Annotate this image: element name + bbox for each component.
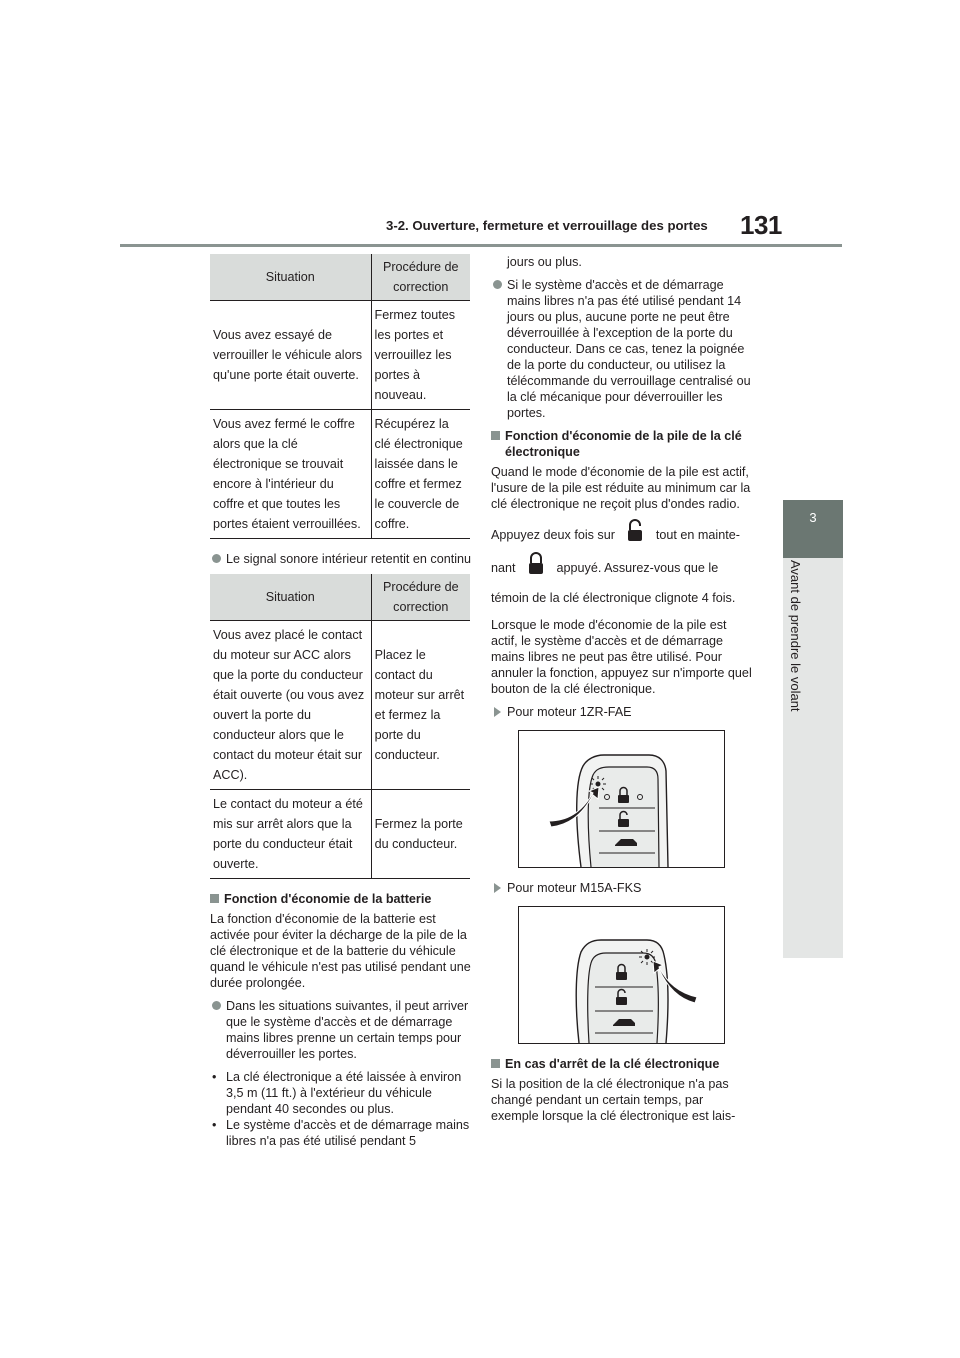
press-text: nant [491,560,516,575]
table-cell: Vous avez placé le contact du moteur sur ACC alors que la porte du conducteur était ouverte (ou vous avez ouvert la porte du conducteur alors que le contact du moteur était sur ACC). [210,621,371,790]
table-row [210,621,470,790]
table-cell: Récupérez la clé électronique laissée dans le coffre et fermez le couvercle de coffre. [371,410,470,539]
lock-icon [527,552,545,585]
table1-header-procedure: Procédure de correction [371,254,470,301]
table-cell: Vous avez fermé le coffre alors que la clé électronique se trouvait encore à l'intérieur du coffre et que toutes les portes étaient verrouillées. [210,410,371,539]
key-battery-heading: Fonction d'économie de la pile de la clé électronique [491,428,753,460]
fourteen-days-bullet: Si le système d'accès et de démarrage mains libres n'a pas été utilisé pendant 14 jours ou plus, aucune porte ne peut être déverrouillée à l'exception de la porte du conducteur. Dans ce cas, tenez la poignée de la porte du conducteur, ou utilisez la télécommande du verrouillage centralisé ou la clé mécanique pour déverrouiller les portes. [491,277,753,421]
key-fob-illustration-1zr [518,730,725,868]
table-cell: Fermez toutes les portes et verrouillez les portes à nouveau. [371,301,470,410]
key-fob-illustration-m15a [518,906,725,1044]
press-text: tout en mainte- [655,527,740,542]
engine-label-m15a: Pour moteur M15A-FKS [491,880,753,896]
table-row [210,790,470,879]
chapter-title-vertical [785,560,811,730]
battery-section-heading: Fonction d'économie de la batterie [210,891,472,907]
indicator-light-icon [639,949,655,965]
table2-header-procedure: Procédure de correction [371,574,470,621]
battery-dash-item: • Le système d'accès et de démarrage mains libres n'a pas été utilisé pendant 5 [210,1117,472,1149]
chapter-number: 3 [809,510,817,525]
press-text: témoin de la clé électronique clignote 4 fois. [491,591,736,605]
battery-dash-item: • La clé électronique a été laissée à environ 3,5 m (11 ft.) à l'extérieur du véhicule pendant 40 secondes ou plus. [210,1069,472,1117]
table1-header-situation: Situation [210,254,371,301]
table-cell: Placez le contact du moteur sur arrêt et fermez la porte du conducteur. [371,621,470,790]
battery-section-text: La fonction d'économie de la batterie est activée pour éviter la décharge de la pile de la clé électronique et de la batterie du véhicule quand le véhicule n'est pas utilisé pendant une durée prolongée. [210,912,471,990]
key-battery-text-2: Lorsque le mode d'économie de la pile est actif, le système d'accès et de démarrage mains libres ne peut pas être utilisé. Pour annuler la fonction, appuyez sur n'importe quel bouton de la clé électronique. [491,618,752,696]
header-rule [120,244,842,247]
table2-header-situation: Situation [210,574,371,621]
page-number: 131 [740,210,782,240]
table-row [210,301,470,410]
press-instruction-line-1 [491,519,753,552]
chapter-title: Avant de prendre le volant [788,560,803,712]
key-battery-text: Quand le mode d'économie de la pile est actif, l'usure de la pile est réduite au minimum car la clé électronique ne reçoit plus d'ondes radio. [491,465,751,511]
bullet-signal: Le signal sonore intérieur retentit en continu [210,551,472,567]
table-cell: Vous avez essayé de verrouiller le véhicule alors qu'une porte était ouverte. [210,301,371,410]
section-title: 3-2. Ouverture, fermeture et verrouillage des portes [386,218,708,233]
battery-section-bullet: Dans les situations suivantes, il peut arriver que le système d'accès et de démarrage mains libres prenne un certain temps pour déverrouiller les portes. [210,998,472,1062]
right-column [491,254,753,1131]
situation-table-1 [210,254,470,539]
continuation-text: jours ou plus. [507,255,582,269]
key-stop-text: Si la position de la clé électronique n'a pas changé pendant un certain temps, par exemple lorsque la clé électronique est lais- [491,1077,736,1123]
key-stop-heading: En cas d'arrêt de la clé électronique [491,1056,753,1072]
press-text: Appuyez deux fois sur [491,527,615,542]
table-cell: Le contact du moteur a été mis sur arrêt alors que la porte du conducteur était ouverte. [210,790,371,879]
unlock-icon [626,519,644,552]
table-row [210,410,470,539]
press-instruction-line-2 [491,552,753,585]
situation-table-2 [210,574,470,879]
press-text: appuyé. Assurez-vous que le [556,560,719,575]
engine-label-1zr: Pour moteur 1ZR-FAE [491,704,753,720]
table-cell: Fermez la porte du conducteur. [371,790,470,879]
chapter-number-tab [783,500,843,558]
left-column [210,254,472,1149]
